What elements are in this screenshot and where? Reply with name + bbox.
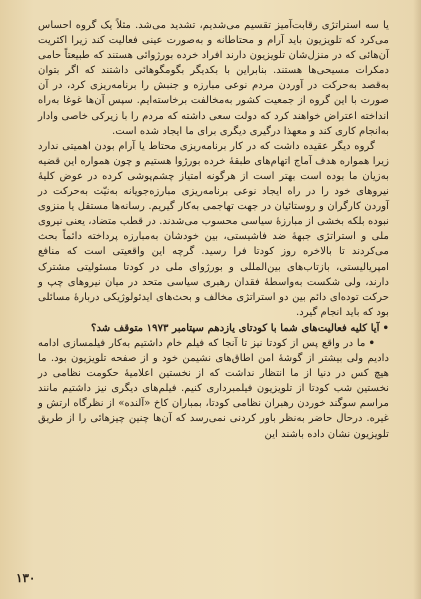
answer-text: ما در واقع پس از کودتا نیز تا آنجا که فیلم خام داشتیم به‌کار فیلمسازی ادامه دادیم ولی بیشتر از گوشهٔ امن اطاق‌های نشیمن خود و از صفحه تلویزیون بود. ما هیچ کس در دنیا از ما انتظار نداشت که از نخستین اعلامیهٔ حکومت نظامی در نخستین شب کودتا از تلویزیون فیلمبرداری کنیم. فیلم‌های دیگری نیز داشتیم مانند مراسم سوگند خوردن رهبران نظامی کودتا، بمباران کاخ «آلنده» از نظرگاه ارتش و غیره. درحال حاضر به‌نظر باور کردنی نمی‌رسد که آن‌ها چنین چیزهائی را از طریق تلویزیون نشان داده باشند این	[38, 337, 389, 440]
bullet-icon: •	[368, 336, 375, 349]
paragraph: یا سه استراتژی رقابت‌آمیز تقسیم می‌شدیم، تشدید می‌شد. مثلاً یک گروه احساس می‌کرد که تلویزیون باید آرام و محتاطانه و به‌صورت عینی فعالیت کند زیرا اکثریت آن‌هائی که در منزل‌شان تلویزیون دارند افراد خرده بورژوائی هستند که طبیعتاً حامی دمکرات مسیحی‌ها هستند. بنابراین با بکدیگر بگومگوهائی داشتند که اگر بتوان به‌قصد به‌حرکت در آوردن مردم نوعی مبارزه و جنبش را برنامه‌ریزی کرد، در آن صورت با این گروه از جمعیت کشور به‌مخالفت برخاسته‌ایم. سپس آن‌ها غوغا به‌راه انداخته اعتراض خواهند کرد که دولت سعی داشته که مردم را با زیرکی خاصی وادار به‌انجام کاری کند و معهذا درگیری دیگری برای ما ایجاد شده است.	[38, 20, 389, 137]
page-fold-shadow	[413, 0, 421, 599]
paragraph: گروه دیگر عقیده داشت که در کار برنامه‌ریزی محتاط یا آرام بودن اهمیتی ندارد زیرا همواره هدف آماج اتهام‌های طبقهٔ خرده بورژوا هستیم و چون همواره این قضیه به‌زیان ما بوده است بهتر است از هرگونه امتیاز چشم‌پوشی کرده در عوض کلیهٔ نیروهای خود را در راه ایجاد نوعی برنامه‌ریزی مبارزه‌جویانه به‌نیّت به‌حرکت در آوردن کارگران و روستائیان در جهت تهاجمی به‌کار گیریم. رسانه‌ها مستقل یا منزوی نبوده بلکه بخشی از مبارزهٔ سیاسی محسوب می‌شدند. در قطب متضاد، یعنی نیروی ملی و استراتژی جبههٔ ضد فاشیستی، بین خودشان به‌مبارزه پرداخته دائماً بحث می‌کردند تا بالاخره روز کودتا فرا رسید. گرچه این واقعیتی است که منافع امپریالیستی، بازتاب‌های بین‌المللی و بورژوای ملی در کودتا مسئولیتی مشترک دارند، ولی شکست به‌واسطهٔ فقدان رهبری سیاسی متحد در میان نیروهای چپ و حرکت توده‌ای دائم بین دو استراتژی مخالف و بحث‌های ایدئولوژیکی دربارهٔ مسائلی بود که باید انجام گیرد.	[38, 140, 389, 318]
question-text: آیا کلیه فعالیت‌های شما با کودتای یازدهم سپتامبر ۱۹۷۳ متوقف شد؟	[91, 321, 380, 334]
interview-answer	[38, 336, 389, 442]
page-number: ۱۳۰	[16, 571, 36, 585]
body-text	[38, 18, 389, 442]
bullet-icon: •	[382, 321, 389, 334]
interview-question	[38, 321, 389, 336]
